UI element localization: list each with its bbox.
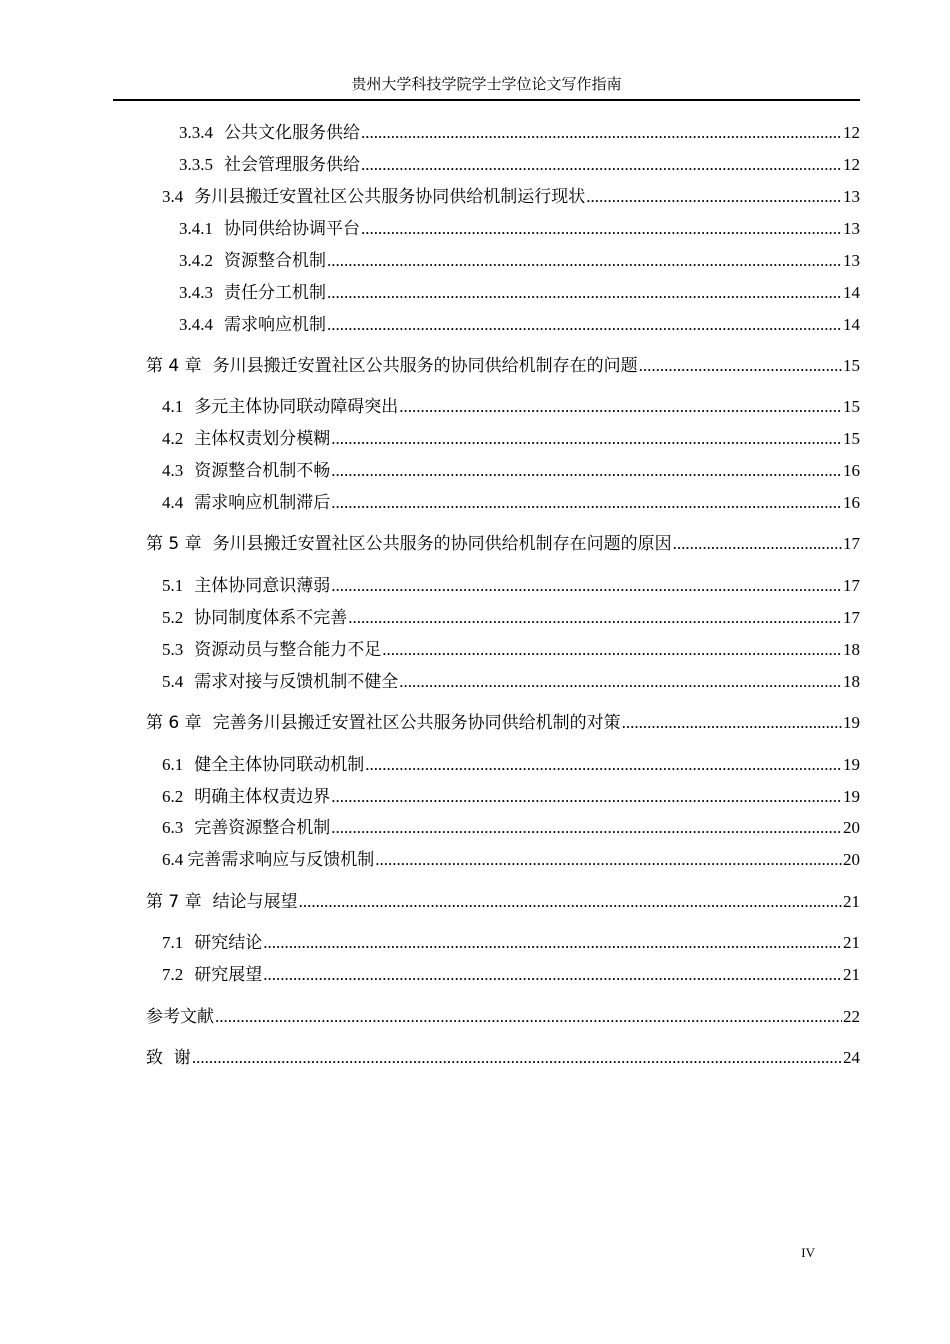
toc-entry-title: 完善务川县搬迁安置社区公共服务协同供给机制的对策 [212, 713, 621, 733]
toc-entry-page: 17 [843, 608, 860, 627]
toc-entry-page: 12 [843, 123, 860, 142]
toc-entry-number: 3.3.4 [179, 123, 213, 142]
toc-entry-number: 3.4.1 [179, 219, 213, 238]
toc-entry-title: 协同制度体系不完善 [194, 608, 348, 628]
toc-entry-number: 3.4 [162, 187, 184, 206]
toc-entry[interactable] [162, 186, 860, 208]
toc-entry-title: 多元主体协同联动障碍突出 [194, 397, 399, 417]
toc-leader [327, 282, 842, 304]
toc-chapter-entry[interactable] [146, 1047, 860, 1069]
toc-entry-page: 21 [843, 933, 860, 952]
toc-entry-title: 资源整合机制不畅 [194, 461, 331, 481]
toc-entry-page: 15 [843, 356, 860, 375]
toc-entry-page: 19 [843, 787, 860, 806]
toc-entry-page: 15 [843, 397, 860, 416]
toc-entry-page: 21 [843, 892, 860, 911]
toc-entry-title: 完善资源整合机制 [194, 818, 331, 838]
toc-entry-page: 15 [843, 429, 860, 448]
toc-leader [263, 964, 842, 986]
toc-entry[interactable] [179, 282, 860, 304]
toc-entry-page: 20 [843, 818, 860, 837]
toc-entry-title: 务川县搬迁安置社区公共服务的协同供给机制存在问题的原因 [212, 534, 672, 554]
toc-leader [331, 492, 842, 514]
toc-leader [215, 1006, 842, 1028]
toc-entry[interactable] [162, 639, 860, 661]
toc-leader [331, 460, 842, 482]
toc-entry[interactable] [162, 964, 860, 986]
page-header: 贵州大学科技学院学士学位论文写作指南 [351, 75, 622, 93]
toc-leader [361, 154, 842, 176]
toc-entry-title: 资源整合机制 [224, 251, 326, 271]
toc-leader [375, 849, 842, 871]
toc-entry-number: 4.3 [162, 461, 184, 480]
toc-entry-title: 需求对接与反馈机制不健全 [194, 672, 399, 692]
toc-entry-page: 24 [843, 1048, 860, 1067]
toc-leader [361, 122, 842, 144]
toc-leader [331, 575, 842, 597]
toc-entry-title: 责任分工机制 [224, 283, 326, 303]
toc-entry-page: 19 [843, 713, 860, 732]
toc-entry[interactable] [162, 932, 860, 954]
toc-entry-number: 3.4.2 [179, 251, 213, 270]
toc-entry-number: 第 5 章 [146, 534, 202, 554]
toc-entry-title: 健全主体协同联动机制 [194, 755, 365, 775]
toc-entry[interactable] [162, 754, 860, 776]
toc-leader [263, 932, 842, 954]
toc-entry-number: 3.4.3 [179, 283, 213, 302]
toc-leader [192, 1047, 842, 1069]
toc-entry-title: 明确主体权责边界 [194, 787, 331, 807]
toc-entry-page: 17 [843, 534, 860, 553]
toc-entry-title: 公共文化服务供给 [224, 123, 360, 143]
toc-entry-number: 3.4.4 [179, 315, 213, 334]
toc-entry-title: 需求响应机制 [224, 315, 326, 335]
toc-entry-page: 13 [843, 219, 860, 238]
toc-leader [327, 314, 842, 336]
toc-entry-title: 社会管理服务供给 [224, 155, 360, 175]
toc-leader [327, 250, 842, 272]
toc-entry[interactable] [162, 607, 860, 629]
toc-leader [348, 607, 842, 629]
toc-leader [399, 396, 842, 418]
toc-leader [622, 712, 842, 734]
toc-leader [331, 786, 842, 808]
toc-leader [382, 639, 842, 661]
toc-chapter-entry[interactable] [146, 891, 860, 913]
toc-entry[interactable] [162, 786, 860, 808]
toc-entry-number: 4.4 [162, 493, 184, 512]
toc-entry[interactable] [162, 671, 860, 693]
toc-entry-page: 17 [843, 576, 860, 595]
toc-entry-number: 第 4 章 [146, 356, 202, 376]
toc-entry-number: 第 7 章 [146, 892, 202, 912]
toc-entry-page: 14 [843, 283, 860, 302]
toc-entry-page: 22 [843, 1007, 860, 1026]
toc-entry-page: 16 [843, 493, 860, 512]
toc-entry-page: 13 [843, 251, 860, 270]
toc-leader [673, 533, 842, 555]
toc-entry-number: 第 6 章 [146, 713, 202, 733]
toc-entry-number: 5.4 [162, 672, 184, 691]
toc-entry-title: 资源动员与整合能力不足 [194, 640, 382, 660]
toc-leader [361, 218, 842, 240]
toc-entry-number: 6.3 [162, 818, 184, 837]
toc-entry-number: 7.1 [162, 933, 184, 952]
toc-entry-title: 研究结论 [194, 933, 263, 953]
toc-entry-page: 18 [843, 672, 860, 691]
toc-chapter-entry[interactable] [146, 1006, 860, 1028]
toc-entry-number: 7.2 [162, 965, 184, 984]
toc-entry-title: 需求响应机制滞后 [194, 493, 331, 513]
toc-entry[interactable] [179, 154, 860, 176]
toc-entry[interactable] [179, 314, 860, 336]
toc-entry-number: 4.2 [162, 429, 184, 448]
toc-entry-number: 4.1 [162, 397, 184, 416]
toc-entry-title: 完善需求响应与反馈机制 [187, 850, 375, 870]
toc-entry-page: 19 [843, 755, 860, 774]
toc-entry-title: 协同供给协调平台 [224, 219, 360, 239]
toc-entry-title: 主体协同意识薄弱 [194, 576, 331, 596]
toc-entry-number: 5.3 [162, 640, 184, 659]
toc-entry-title: 致 谢 [146, 1048, 191, 1068]
toc-entry[interactable] [179, 122, 860, 144]
toc-entry[interactable] [179, 218, 860, 240]
toc-entry-title: 务川县搬迁安置社区公共服务的协同供给机制存在的问题 [212, 356, 638, 376]
toc-entry-number: 6.1 [162, 755, 184, 774]
toc-entry-page: 21 [843, 965, 860, 984]
page-number: IV [801, 1245, 815, 1260]
toc-entry-page: 20 [843, 850, 860, 869]
toc-entry[interactable] [162, 575, 860, 597]
toc-entry-title: 结论与展望 [212, 892, 298, 912]
toc-entry[interactable] [162, 817, 860, 839]
toc-entry-number: 3.3.5 [179, 155, 213, 174]
toc-chapter-entry[interactable] [146, 355, 860, 377]
toc-entry-page: 16 [843, 461, 860, 480]
toc-entry-number: 6.4 [162, 850, 184, 869]
toc-chapter-entry[interactable] [146, 533, 860, 555]
toc-entry-number: 5.2 [162, 608, 184, 627]
toc-entry-page: 12 [843, 155, 860, 174]
toc-entry[interactable] [162, 460, 860, 482]
toc-entry-title: 主体权责划分模糊 [194, 429, 331, 449]
toc-entry[interactable] [162, 849, 860, 871]
toc-leader [399, 671, 842, 693]
toc-leader [331, 817, 842, 839]
toc-entry-title: 参考文献 [146, 1007, 214, 1027]
toc-leader [586, 186, 842, 208]
toc-entry-page: 18 [843, 640, 860, 659]
toc-entry[interactable] [179, 250, 860, 272]
toc-entry-number: 5.1 [162, 576, 184, 595]
toc-chapter-entry[interactable] [146, 712, 860, 734]
toc-entry[interactable] [162, 492, 860, 514]
toc-entry-title: 务川县搬迁安置社区公共服务协同供给机制运行现状 [194, 187, 586, 207]
toc-entry-page: 13 [843, 187, 860, 206]
toc-leader [639, 355, 842, 377]
toc-entry[interactable] [162, 428, 860, 450]
toc-leader [365, 754, 842, 776]
toc-entry-page: 14 [843, 315, 860, 334]
toc-entry[interactable] [162, 396, 860, 418]
toc-leader [331, 428, 842, 450]
toc-entry-title: 研究展望 [194, 965, 263, 985]
toc-leader [299, 891, 842, 913]
toc-entry-number: 6.2 [162, 787, 184, 806]
